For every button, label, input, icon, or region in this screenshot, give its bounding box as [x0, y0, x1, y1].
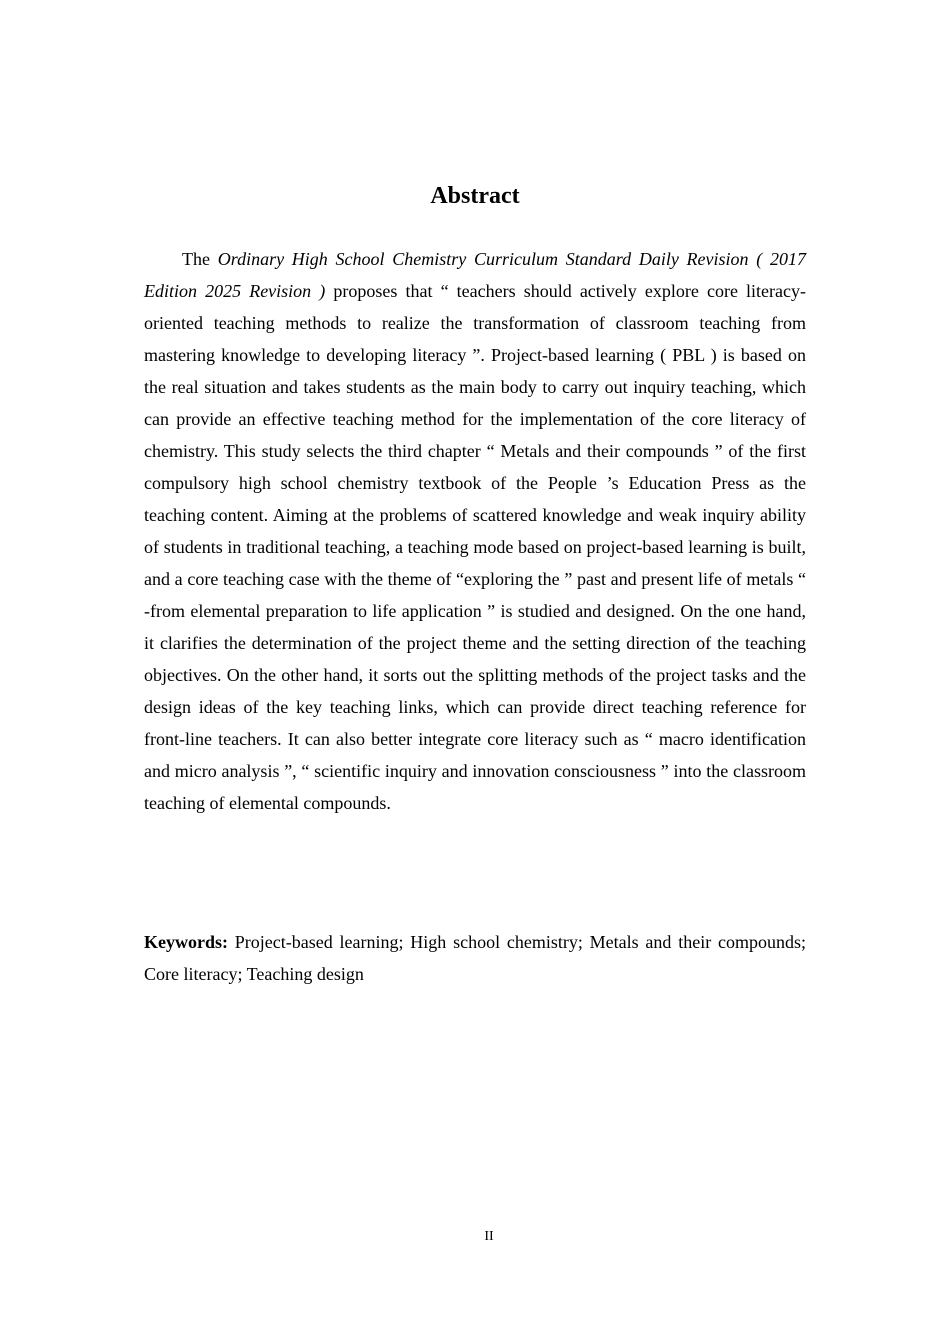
- keywords-text: Project-based learning; High school chemistry; Metals and their compounds; Core literacy; Teaching design: [144, 932, 806, 984]
- keywords-label: Keywords:: [144, 932, 228, 952]
- abstract-title: Abstract: [430, 183, 520, 209]
- page-number: II: [484, 1229, 494, 1244]
- curriculum-standard-title: Ordinary High School Chemistry Curriculum Standard Daily Revision ( 2017 Edition 2025 Revision ): [144, 249, 807, 301]
- abstract-lead: The: [182, 249, 218, 269]
- abstract-paragraph: [144, 243, 806, 819]
- abstract-body-text: proposes that “ teachers should actively explore core literacy-oriented teaching methods to realize the transformation of classroom teaching from mastering knowledge to developing literacy ”. Project-based learning ( PBL ) is based on the real situation and takes students as the main body to carry out inquiry teaching, which can provide an effective teaching method for the implementation of the core literacy of chemistry. This study selects the third chapter “ Metals and their compounds ” of the first compulsory high school chemistry textbook of the People ’s Education Press as the teaching content. Aiming at the problems of scattered knowledge and weak inquiry ability of students in traditional teaching, a teaching mode based on project-based learning is built, and a core teaching case with the theme of “exploring the ” past and present life of metals “ -from elemental preparation to life application ” is studied and designed. On the one hand, it clarifies the determination of the project theme and the setting direction of the teaching objectives. On the other hand, it sorts out the splitting methods of the project tasks and the design ideas of the key teaching links, which can provide direct teaching reference for front-line teachers. It can also better integrate core literacy such as “ macro identification and micro analysis ”, “ scientific inquiry and innovation consciousness ” into the classroom teaching of elemental compounds.: [144, 281, 806, 813]
- keywords-line: [144, 926, 806, 990]
